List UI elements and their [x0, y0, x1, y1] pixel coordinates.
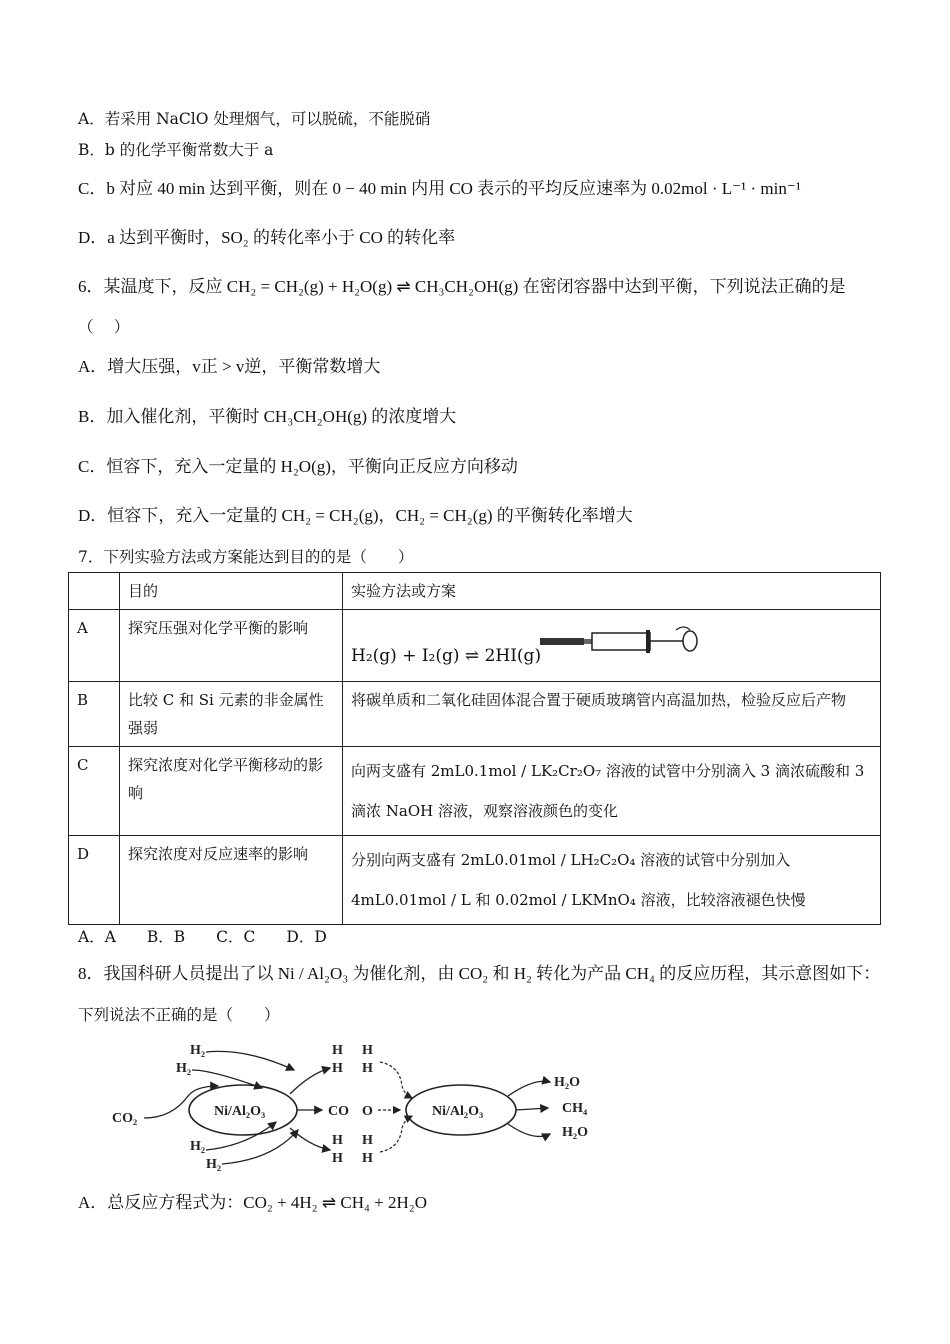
row-method: 向两支盛有 2mL0.1mol / LK₂Cr₂O₇ 溶液的试管中分别滴入 3 滴浓硫酸和 3 滴浓 NaOH 溶液，观察溶液颜色的变化	[343, 747, 881, 836]
row-purpose: 探究压强对化学平衡的影响	[120, 610, 343, 682]
row-label: B	[69, 682, 120, 747]
h-label: H	[332, 1151, 343, 1166]
table-row	[69, 747, 881, 836]
q7-answer-choices: A．A B．B C．C D．D	[78, 928, 327, 946]
syringe-icon	[538, 624, 708, 658]
table-header-row	[69, 573, 881, 610]
row-method	[343, 610, 881, 682]
q7-stem: 7．下列实验方法或方案能达到目的的是（ ）	[78, 548, 414, 566]
h2-label-bottom-2: H₂	[206, 1157, 222, 1172]
row-method: 将碳单质和二氧化硅固体混合置于硬质玻璃管内高温加热，检验反应后产物	[343, 682, 881, 747]
reaction-mechanism-diagram	[110, 1040, 630, 1180]
q6-option-c: C．恒容下，充入一定量的 H₂O(g)，平衡向正反应方向移动	[78, 457, 518, 476]
row-method: 分别向两支盛有 2mL0.01mol / LH₂C₂O₄ 溶液的试管中分别加入 4mL0.01mol / L 和 0.02mol / LKMnO₄ 溶液，比较溶液褪色快慢	[343, 836, 881, 925]
co-label: CO	[328, 1104, 349, 1119]
h-label: H	[362, 1061, 373, 1076]
q6-option-b: B．加入催化剂，平衡时 CH₃CH₂OH(g) 的浓度增大	[78, 407, 457, 426]
header-cell-method: 实验方法或方案	[343, 573, 881, 610]
catalyst-label-2: Ni/Al₂O₃	[432, 1104, 484, 1119]
reaction-equation: H₂(g) + I₂(g) ⇌ 2HI(g)	[351, 646, 542, 666]
table-row	[69, 836, 881, 925]
table-row	[69, 682, 881, 747]
row-purpose: 探究浓度对化学平衡移动的影响	[120, 747, 343, 836]
h-label: H	[332, 1043, 343, 1058]
catalyst-label-1: Ni/Al₂O₃	[214, 1104, 266, 1119]
q6-paren: （ ）	[78, 318, 130, 336]
q8-option-a: A．总反应方程式为：CO₂ + 4H₂ ⇌ CH₄ + 2H₂O	[78, 1193, 427, 1212]
row-label: A	[69, 610, 120, 682]
header-cell-blank	[69, 573, 120, 610]
q8-stem: 8．我国科研人员提出了以 Ni / Al₂O₃ 为催化剂，由 CO₂ 和 H₂ 转化为产品 CH₄ 的反应历程，其示意图如下：	[78, 964, 881, 983]
h-label: H	[362, 1133, 373, 1148]
q6-option-d: D．恒容下，充入一定量的 CH₂ = CH₂(g)，CH₂ = CH₂(g) 的平衡转化率增大	[78, 506, 633, 525]
header-cell-purpose: 目的	[120, 573, 343, 610]
table-row	[69, 610, 881, 682]
h2-label-top-2: H₂	[176, 1061, 192, 1076]
row-label: C	[69, 747, 120, 836]
o-label: O	[362, 1104, 373, 1119]
row-label: D	[69, 836, 120, 925]
row-purpose: 探究浓度对反应速率的影响	[120, 836, 343, 925]
h2-label-top-1: H₂	[190, 1043, 206, 1058]
q8-stem-2: 下列说法不正确的是（ ）	[78, 1006, 280, 1024]
experiment-table	[68, 572, 881, 925]
q6-stem: 6．某温度下，反应 CH₂ = CH₂(g) + H₂O(g) ⇌ CH₃CH₂OH(g) 在密闭容器中达到平衡，下列说法正确的是	[78, 277, 846, 296]
h-label: H	[332, 1061, 343, 1076]
h2-label-bottom-1: H₂	[190, 1139, 206, 1154]
q5-option-c: C．b 对应 40 min 达到平衡，则在 0 − 40 min 内用 CO 表示的平均反应速率为 0.02mol · L⁻¹ · min⁻¹	[78, 179, 801, 198]
ch4-label: CH₄	[562, 1101, 588, 1116]
h-label: H	[362, 1151, 373, 1166]
h-label: H	[362, 1043, 373, 1058]
q5-option-a: A．若采用 NaClO 处理烟气，可以脱硫，不能脱硝	[78, 110, 431, 128]
q6-option-a: A．增大压强，v正 > v逆，平衡常数增大	[78, 357, 381, 376]
h2o-label-2: H₂O	[562, 1125, 588, 1140]
h-label: H	[332, 1133, 343, 1148]
q5-option-d: D．a 达到平衡时，SO₂ 的转化率小于 CO 的转化率	[78, 228, 456, 247]
row-purpose: 比较 C 和 Si 元素的非金属性强弱	[120, 682, 343, 747]
co2-label: CO₂	[112, 1111, 138, 1126]
h2o-label-1: H₂O	[554, 1075, 580, 1090]
q5-option-b: B．b 的化学平衡常数大于 a	[78, 141, 274, 159]
